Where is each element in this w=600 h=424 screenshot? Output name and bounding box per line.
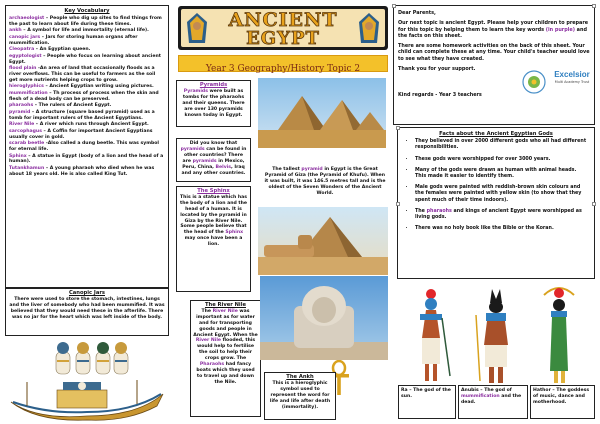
dyk-text-4: , Iraq and any other countries. (181, 164, 246, 176)
vocab-item (9, 122, 165, 128)
nile-text-3: flooded, this would help to fertilise the soil to help their crops grow. The (196, 338, 256, 362)
vocab-definition: – A statue in Egypt (body of a lion and the head of a human). (9, 153, 164, 165)
canopic-panel (5, 288, 169, 336)
vocab-definition: – A Coffin for important Ancient Egyptians usually cover in gold. (9, 128, 153, 140)
gods-fact: • They believed in over 2000 different gods who all had different responsibilities. (415, 139, 589, 151)
did-you-know-panel (176, 138, 251, 182)
vocab-term: flood plain (9, 66, 37, 72)
vocab-panel (5, 5, 169, 288)
canopic-title: Canopic Jars (68, 290, 105, 296)
school-badge-icon (522, 70, 546, 94)
vocab-definition: – A symbol for life and immortality (eternal life). (21, 28, 149, 34)
letter-signoff: Kind regards - Year 3 teachers (398, 92, 482, 99)
vocab-definition: – People who dig up sites to find things from the past to learn about life during these times. (9, 15, 162, 27)
excelsior-name: Excelsior (554, 70, 590, 79)
vocab-item (9, 66, 165, 84)
vocab-definition: – Ancient Egyptian writing using pictures. (43, 84, 154, 90)
gp-text-2: in Egypt is the Great Pyramid of Giza (the Pyramid of Khufu). When it was built, it was 146.5 metres tall and is the oldest of the Seven Wonders of the Ancient World. (264, 167, 386, 196)
sphinx-text-2: may once have been a lion. (184, 236, 243, 248)
vocab-definition: -Also called a dung beetle. This was symbol for eternal life. (9, 141, 160, 153)
dyk-text-3: in Mexico, Peru, China, (182, 158, 245, 170)
nile-text-2: was important as for water and for transporting goods and people in Ancient Egypt. When the (193, 308, 258, 338)
sphinx-closeup-photo (260, 276, 388, 360)
pyramids-keyword: Pyramids (183, 88, 208, 94)
nile-text-1: The (201, 308, 213, 314)
anubis-caption (458, 385, 528, 419)
anubis-illustration (466, 285, 526, 385)
gp-text-1: The tallest (272, 167, 302, 172)
vocab-term: Tutankhamun (9, 165, 45, 171)
vocab-item (9, 141, 165, 153)
gods-list (403, 139, 589, 232)
vocab-term: egyptologist (9, 53, 42, 59)
dyk-keyword-2: pyramids (192, 158, 217, 164)
dyk-keyword-3: Belvis (215, 164, 232, 170)
pyramids-title: Pyramids (199, 82, 228, 88)
anubis-text-2: and the dead. (461, 393, 522, 405)
vocab-term: pyramid (9, 109, 31, 115)
vocab-list (9, 16, 165, 178)
gods-fact: • Male gods were painted with reddish-brown skin colours and the females were painted with yellow skin (to show that they spent much of their time indoors). (415, 185, 589, 204)
vocab-definition: – A young pharaoh who died when he was about 18 years old. He is also called King Tut. (9, 165, 155, 177)
letter-p3: Thank you for your support. (398, 66, 476, 73)
jar-1 (56, 342, 70, 374)
gods-fact-keyword: pharaohs (426, 208, 452, 214)
gods-title: Facts about the Ancient Egyptian Gods (439, 131, 553, 137)
sphinx-panel (176, 186, 251, 292)
vocab-term: canopic jars (9, 34, 41, 40)
nile-keyword-2: River Nile (195, 338, 222, 344)
great-pyramid-panel (260, 165, 390, 207)
anubis-keyword: mummification (461, 393, 500, 399)
vocab-definition: – A river which runs through Ancient Egypt. (34, 122, 149, 128)
vocab-term: Cleopatra (9, 47, 35, 53)
vocab-definition: – Th process of process when the skin and flesh of a dead body can be preserved. (9, 90, 159, 102)
hathor-text: Hathor – The goddess of music, dance and motherhood. (533, 388, 590, 405)
excelsior-tagline: Multi Academy Trust (554, 80, 590, 84)
hathor-illustration (534, 285, 584, 385)
vocab-item (9, 84, 165, 90)
gods-fact (415, 209, 589, 221)
ankh-text: This is a hieroglyphic symbol used to represent the word for life and life after death (immortality). (269, 380, 331, 410)
anubis-text-1: Anubis – The god of (461, 388, 512, 393)
dyk-keyword-1: pyramids (180, 146, 205, 152)
topic-bar (178, 55, 388, 72)
gods-fact: • Many of the gods were drawn as human with animal heads. This made it easier to identify them. (415, 168, 589, 180)
pyramids-panel (176, 80, 251, 127)
vocab-definition: – An Egyptian queen. (34, 47, 91, 53)
topic-title: Year 3 Geography/History Topic 2 (205, 64, 361, 74)
vocab-term: pharaohs (9, 103, 34, 109)
gods-panel (397, 127, 595, 279)
gods-fact: • There was no holy book like the Bible or the Koran. (415, 226, 589, 232)
pyramids-text: were built as tombs for the pharaohs and their queens. There are over 130 pyramids known today in Egypt. (182, 88, 245, 118)
ankh-title: The Ankh (286, 374, 314, 380)
sphinx-keyword: Sphinx (225, 230, 244, 236)
vocab-term: mummification (9, 90, 48, 96)
vocab-item (9, 47, 165, 53)
letter-p1-end: and the facts on this sheet. (398, 26, 587, 39)
pharaoh-boat-image (7, 372, 167, 422)
gods-fact-text-end: and kings of ancient Egypt were worshipped as living gods. (415, 208, 582, 221)
jar-4 (114, 342, 128, 374)
letter-greeting: Dear Parents, (398, 10, 436, 16)
vocab-item (9, 54, 165, 66)
vocab-title: Key Vocabulary (64, 8, 110, 14)
vocab-definition: -An area of land that occasionally floods as a river overflows. This can be useful to farmers as the soil get more nutrients helping crops to grow. (9, 66, 156, 83)
excelsior-logo (550, 70, 594, 92)
vocab-definition: – People who focus on learning about ancient Egypt. (9, 53, 161, 65)
ankh-panel (264, 372, 336, 420)
dyk-text-2: can be found in other countries? There are (182, 146, 247, 164)
vocab-item (9, 166, 165, 178)
jar-2 (76, 342, 90, 374)
vocab-definition: – Jars for storing human organs after mummification. (9, 34, 138, 46)
vocab-term: scarab beetle (9, 141, 45, 147)
vocab-term: archaeologist (9, 15, 45, 21)
letter-p2: There are some homework activities on the back of this sheet. Your child can complete these at any time. Your child's teacher would love to see what they have created. (398, 43, 590, 62)
canopic-jars-image (52, 338, 132, 376)
vocab-term: River Nile (9, 122, 35, 128)
letter-p1-keyword: (in purple) (545, 26, 575, 33)
sphinx-pyramid-photo (258, 207, 388, 275)
vocab-term: Sphinx (9, 153, 27, 159)
vocab-item (9, 154, 165, 166)
dyk-text-1: Did you know that (189, 141, 238, 146)
pharaoh-mask-icon-right (358, 12, 380, 44)
nile-keyword-1: River Nile (212, 308, 238, 314)
vocab-item (9, 91, 165, 103)
vocab-item (9, 35, 165, 47)
letter-p1: Our next topic is ancient Egypt. Please help your children to prepare for this topic by helping them to learn the key words (398, 20, 589, 33)
banner-title-2: EGYPT (246, 28, 320, 49)
sphinx-title: The Sphinx (197, 188, 230, 194)
pyramids-photo (258, 78, 386, 148)
ra-illustration (406, 288, 456, 383)
ancient-egypt-banner (178, 6, 388, 50)
banner-title-1: ANCIENT (228, 9, 338, 31)
vocab-item (9, 110, 165, 122)
vocab-item (9, 28, 165, 34)
ra-caption (398, 385, 456, 419)
gods-fact-text: The (415, 208, 427, 214)
sphinx-text: This is a statue which has the body of a lion and the head of a human. It is located by the pyramid in Giza by the River Nile. Some people believe that the head of the (180, 194, 247, 236)
vocab-definition: – The rulers of Ancient Egypt. (33, 103, 112, 109)
parent-letter-panel (393, 5, 595, 125)
vocab-term: sarcophagus (9, 128, 42, 134)
nile-keyword-3: Pharaohs (199, 362, 225, 368)
river-nile-title: The River Nile (204, 302, 246, 308)
gp-keyword: pyramid (301, 167, 323, 172)
vocab-item (9, 129, 165, 141)
canopic-text: There were used to store the stomach, intestines, lungs and the liver of somebody who had been mummified. It was believed that they would need these in the afterlife. There was no jar for the heart which was left inside of the body. (9, 296, 165, 320)
vocab-item (9, 103, 165, 109)
ra-text: Ra – The god of the sun. (401, 388, 451, 399)
vocab-item (9, 16, 165, 28)
gods-fact: • These gods were worshipped for over 3000 years. (415, 157, 589, 163)
vocab-term: hieroglyphics (9, 84, 44, 90)
vocab-term: ankh (9, 28, 22, 34)
jar-3 (96, 342, 110, 374)
hathor-caption (530, 385, 595, 419)
pharaoh-mask-icon (186, 12, 208, 44)
nile-text-4: had fancy boats which they used to travel up and down the Nile. (196, 362, 255, 385)
vocab-definition: – A structure (square based pyramid) used as a tomb for important rulers of the Ancient Egyptians. (9, 109, 155, 121)
river-nile-panel (190, 300, 261, 417)
